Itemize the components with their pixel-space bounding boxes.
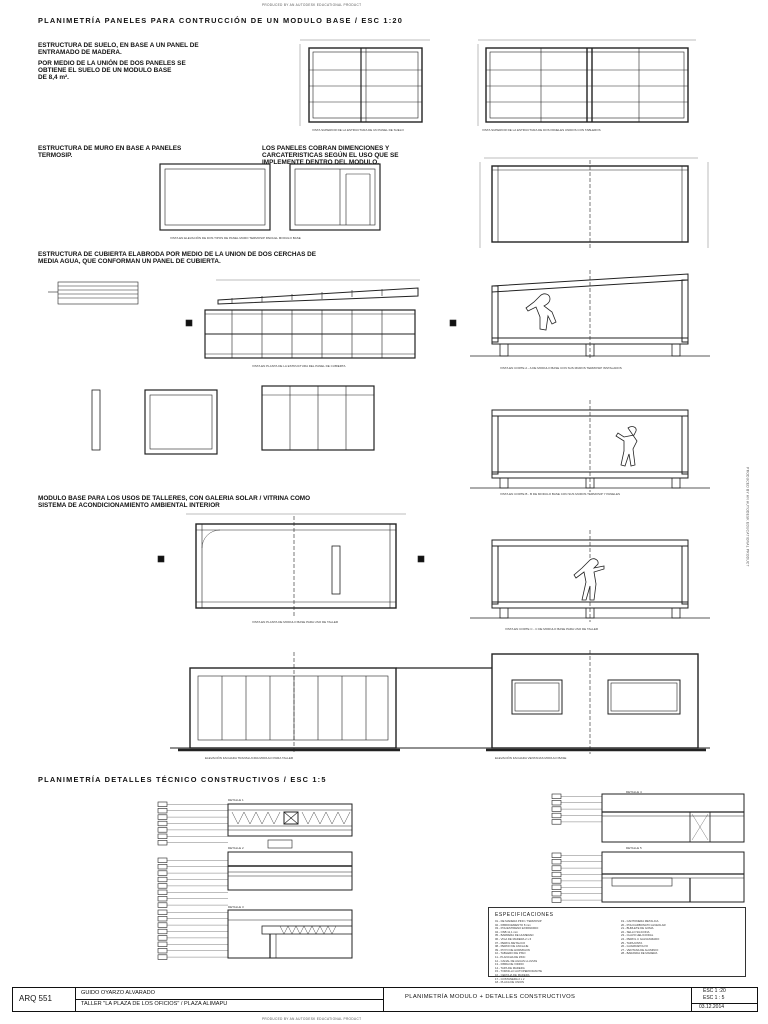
callout-tag-box	[158, 884, 167, 889]
specification-item: 23.- CLAVO HELICOIDAL	[621, 933, 654, 938]
detail-1-label: DETALLE 1	[228, 798, 244, 802]
specification-item: 02.- FIBROCEMENTO 8 mm	[495, 922, 531, 927]
detail-3-drawing	[228, 910, 352, 958]
callout-tag-box	[552, 813, 561, 818]
detail-3-label: DETALLE 3	[228, 905, 244, 909]
note-floor-union: POR MEDIO DE LA UNIÓN DE DOS PANELES SE OBTIENE EL SUELO DE UN MODULO BASE DE 8,4 m².	[38, 60, 186, 81]
specification-item: 03.- POLIESTIRENO EXPANDIDO	[495, 926, 539, 931]
callout-tag-box	[158, 955, 167, 960]
detail-2-label: DETALLE 2	[228, 846, 244, 850]
callout-tag-box	[158, 828, 167, 833]
callout-tag-box	[158, 840, 167, 845]
callout-tag-box	[158, 808, 167, 813]
note-floor-structure: ESTRUCTURA DE SUELO, EN BASE A UN PANEL DE ENTRAMADO DE MADERA.	[38, 42, 199, 56]
callout-tag-box	[158, 890, 167, 895]
note-wall-structure: ESTRUCTURA DE MURO EN BASE A PANELES TERMOSIP.	[38, 145, 182, 159]
course-code: ARQ 551	[19, 994, 52, 1003]
specification-item: 15.- TORNILLO AUTOPERFORANTE	[495, 969, 542, 974]
detail-4-drawing	[602, 794, 744, 842]
roof-truss-elevation	[48, 280, 420, 304]
callout-tag-box	[158, 864, 167, 869]
specification-item: 22.- SELLO SILICONA	[621, 929, 650, 934]
callout-tag-box	[158, 948, 167, 953]
wall-panels-row-2	[92, 386, 374, 454]
detail-callout-tags	[158, 794, 602, 959]
caption-section-c: VISTA EN CORTE C - C DE MODULO BASE PARA USO DE TALLER	[505, 627, 599, 631]
roof-plan	[186, 310, 456, 358]
sheet-date: 03.12.2014	[699, 1004, 725, 1010]
callout-tag-box	[158, 942, 167, 947]
author-name: GUIDO OYARZO ALVARADO	[81, 990, 155, 996]
specification-item: 12.- CANAL DE AGUAS LLUVIAS	[495, 958, 538, 963]
specification-item: 05.- BARRERA DE HUMEDAD	[495, 933, 534, 938]
callout-tag-box	[552, 859, 561, 864]
specification-item: 04.- OSB 11,1 mm	[495, 929, 518, 934]
caption-two-floor-panels: VISTA SUPERIOR DE LA ESTRUCTURA DE DOS PANELES UNIDOS CON TABLEROS	[482, 128, 601, 132]
callout-tag-box	[158, 821, 167, 826]
specification-item: 07.- PERFIL METALICO	[495, 940, 526, 945]
callout-tag-box	[552, 853, 561, 858]
callout-tag-box	[552, 866, 561, 871]
callout-tag-box	[552, 885, 561, 890]
specification-item: 24.- PERFIL U GALVANIZADO	[621, 936, 660, 941]
callout-tag-box	[158, 916, 167, 921]
title-block-divider-2	[383, 988, 384, 1011]
specifications-title: ESPECIFICACIONES	[495, 912, 554, 918]
module-plan	[158, 514, 424, 616]
caption-section-b: VISTA EN CORTE B - B DE MODULO BASE CON SUS MUROS TERMOSIP Y PANELES	[500, 492, 620, 496]
callout-tag-box	[158, 910, 167, 915]
caption-wall-panels: VISTA EN ELEVACIÓN DE DOS TIPOS DE PANEL MURO TERMOSIP PARA EL MODULO BASE	[170, 236, 301, 240]
specification-item: 16.- CERCHA DE MADERA	[495, 972, 530, 977]
specification-item: 11.- PLANCHA DE ZINC	[495, 954, 526, 959]
floor-panel-double	[478, 40, 696, 126]
callout-tag-box	[158, 877, 167, 882]
caption-floor-panel: VISTA SUPERIOR DE LA ESTRUCTURA DE UN PANEL DE SUELO	[312, 128, 404, 132]
title-block	[12, 987, 758, 1012]
callout-tag-box	[158, 871, 167, 876]
note-wall-dimensions: LOS PANELES COBRAN DIMENCIONES Y CARCATERISTICAS SEGÚN EL USO QUE SE IMPLEMENTE DENTRO DEL MODULO.	[262, 145, 399, 166]
title-block-row-line	[75, 999, 383, 1000]
specification-item: 01.- DE MADERA PINO / TERMOSIP	[495, 919, 542, 923]
specification-item: 28.- BARANDA DE MADERA	[621, 951, 658, 956]
watermark-top: PRODUCED BY AN AUTODESK EDUCATIONAL PRODUCT	[262, 3, 362, 7]
specification-item: 13.- FIBRA DE VIDRIO	[495, 962, 524, 967]
scale-1: ESC 1 :20	[703, 988, 726, 994]
callout-tag-box	[158, 815, 167, 820]
detail-1-drawing	[228, 804, 352, 836]
callout-tag-box	[158, 903, 167, 908]
callout-tag-box	[158, 834, 167, 839]
details-section-title: PLANIMETRÍA DETALLES TÉCNICO CONSTRUCTIVOS / ESC 1:5	[38, 775, 327, 784]
scale-2: ESC 1 : 5	[703, 995, 725, 1001]
callout-tag-box	[552, 794, 561, 799]
section-c-with-person	[470, 530, 710, 622]
caption-roof-plan: VISTA EN PLANTA DE LA ESTRUCTURA DEL PANEL DE CUBIERTA	[252, 364, 346, 368]
elevation-window-facade	[486, 650, 706, 754]
course-name: TALLER "LA PLAZA DE LOS OFICIOS" / PLAZA ALIMAPU	[81, 1001, 228, 1007]
specification-item: 26.- GUARDAPOLVO	[621, 944, 648, 949]
section-b-with-person	[470, 400, 710, 492]
callout-tag-box	[158, 923, 167, 928]
watermark-right: PRODUCED BY AN AUTODESK EDUCATIONAL PRODUCT	[745, 467, 750, 567]
specification-item: 17.- COSTANERA 2 x 2	[495, 976, 525, 981]
section-a-wall-frame	[480, 158, 708, 248]
specification-item: 10.- TABLERO DE PISO	[495, 951, 526, 956]
elevation-translucent-facade	[170, 652, 710, 754]
callout-tag-box	[158, 936, 167, 941]
callout-tag-box	[552, 800, 561, 805]
specification-item: 09.- POYO DE HORMIGON	[495, 947, 530, 952]
callout-tag-box	[552, 807, 561, 812]
specification-item: 18.- PLACA DE UNION	[495, 980, 525, 985]
detail-5-drawing	[602, 852, 744, 902]
specification-item: 19.- CANTONERA METALICA	[621, 919, 659, 923]
specification-item: 27.- VENTANA DE ALUMINIO	[621, 947, 659, 952]
caption-window-facade: ELEVACIÓN FACHADA VENTANAS MODULO BASE	[495, 756, 567, 760]
specification-item: 08.- PERNO DE ANCLAJE	[495, 944, 529, 949]
caption-translucent-facade: ELEVACIÓN FACHADA TRANSLUCIDA MODULO PARA TALLER	[205, 756, 294, 760]
callout-tag-box	[158, 858, 167, 863]
detail-5-label: DETALLE 5	[626, 846, 642, 850]
floor-panel-single	[300, 40, 430, 126]
note-roof-structure: ESTRUCTURA DE CUBIERTA ELABRODA POR MEDIO DE LA UNION DE DOS CERCHAS DE MEDIA AGUA, QUE CONFORMAN UN PANEL DE CUBIERTA.	[38, 251, 316, 265]
caption-section-a: VISTA EN CORTE A - A DE MODULO BASE CON SUS MUROS TERMOSIP INSTALADOS	[500, 366, 622, 370]
callout-tag-box	[552, 879, 561, 884]
watermark-bottom: PRODUCED BY AN AUTODESK EDUCATIONAL PRODUCT	[262, 1017, 362, 1021]
callout-tag-box	[158, 896, 167, 901]
panels-section-title: PLANIMETRÍA PANELES PARA CONTRUCCIÓN DE UN MODULO BASE / ESC 1:20	[38, 16, 404, 25]
title-block-divider-3	[691, 988, 692, 1011]
callout-tag-box	[158, 802, 167, 807]
callout-tag-box	[552, 872, 561, 877]
sheet-title: PLANIMETRÍA MODULO + DETALLES CONSTRUCTIVOS	[405, 994, 576, 1000]
specification-item: 25.- TAPAJUNTA	[621, 940, 643, 945]
callout-tag-box	[552, 898, 561, 903]
section-a-with-person	[470, 270, 710, 360]
specification-item: 14.- TAPA DE MADERA	[495, 965, 525, 970]
detail-4-label: DETALLE 4	[626, 790, 642, 794]
callout-tag-box	[552, 891, 561, 896]
caption-module-plan: VISTA EN PLANTA DE MODULO BASE PARA USO DE TALLER	[252, 620, 339, 624]
specification-item: 20.- POLICARBONATO ALVEOLAR	[621, 922, 666, 927]
detail-2-drawing	[228, 840, 352, 890]
callout-tag-box	[158, 929, 167, 934]
specification-item: 06.- VIGA DE MADERA 2 x 6	[495, 936, 532, 941]
callout-tag-box	[552, 820, 561, 825]
note-module-base: MODULO BASE PARA LOS USOS DE TALLERES, CON GALERIA SOLAR / VITRINA COMO SISTEMA DE ACONDICIONAMIENTO AMBIENTAL INTERIOR	[38, 495, 311, 509]
wall-panels-elevation	[160, 164, 380, 230]
specification-item: 21.- BURLETE DE GOMA	[621, 926, 654, 931]
